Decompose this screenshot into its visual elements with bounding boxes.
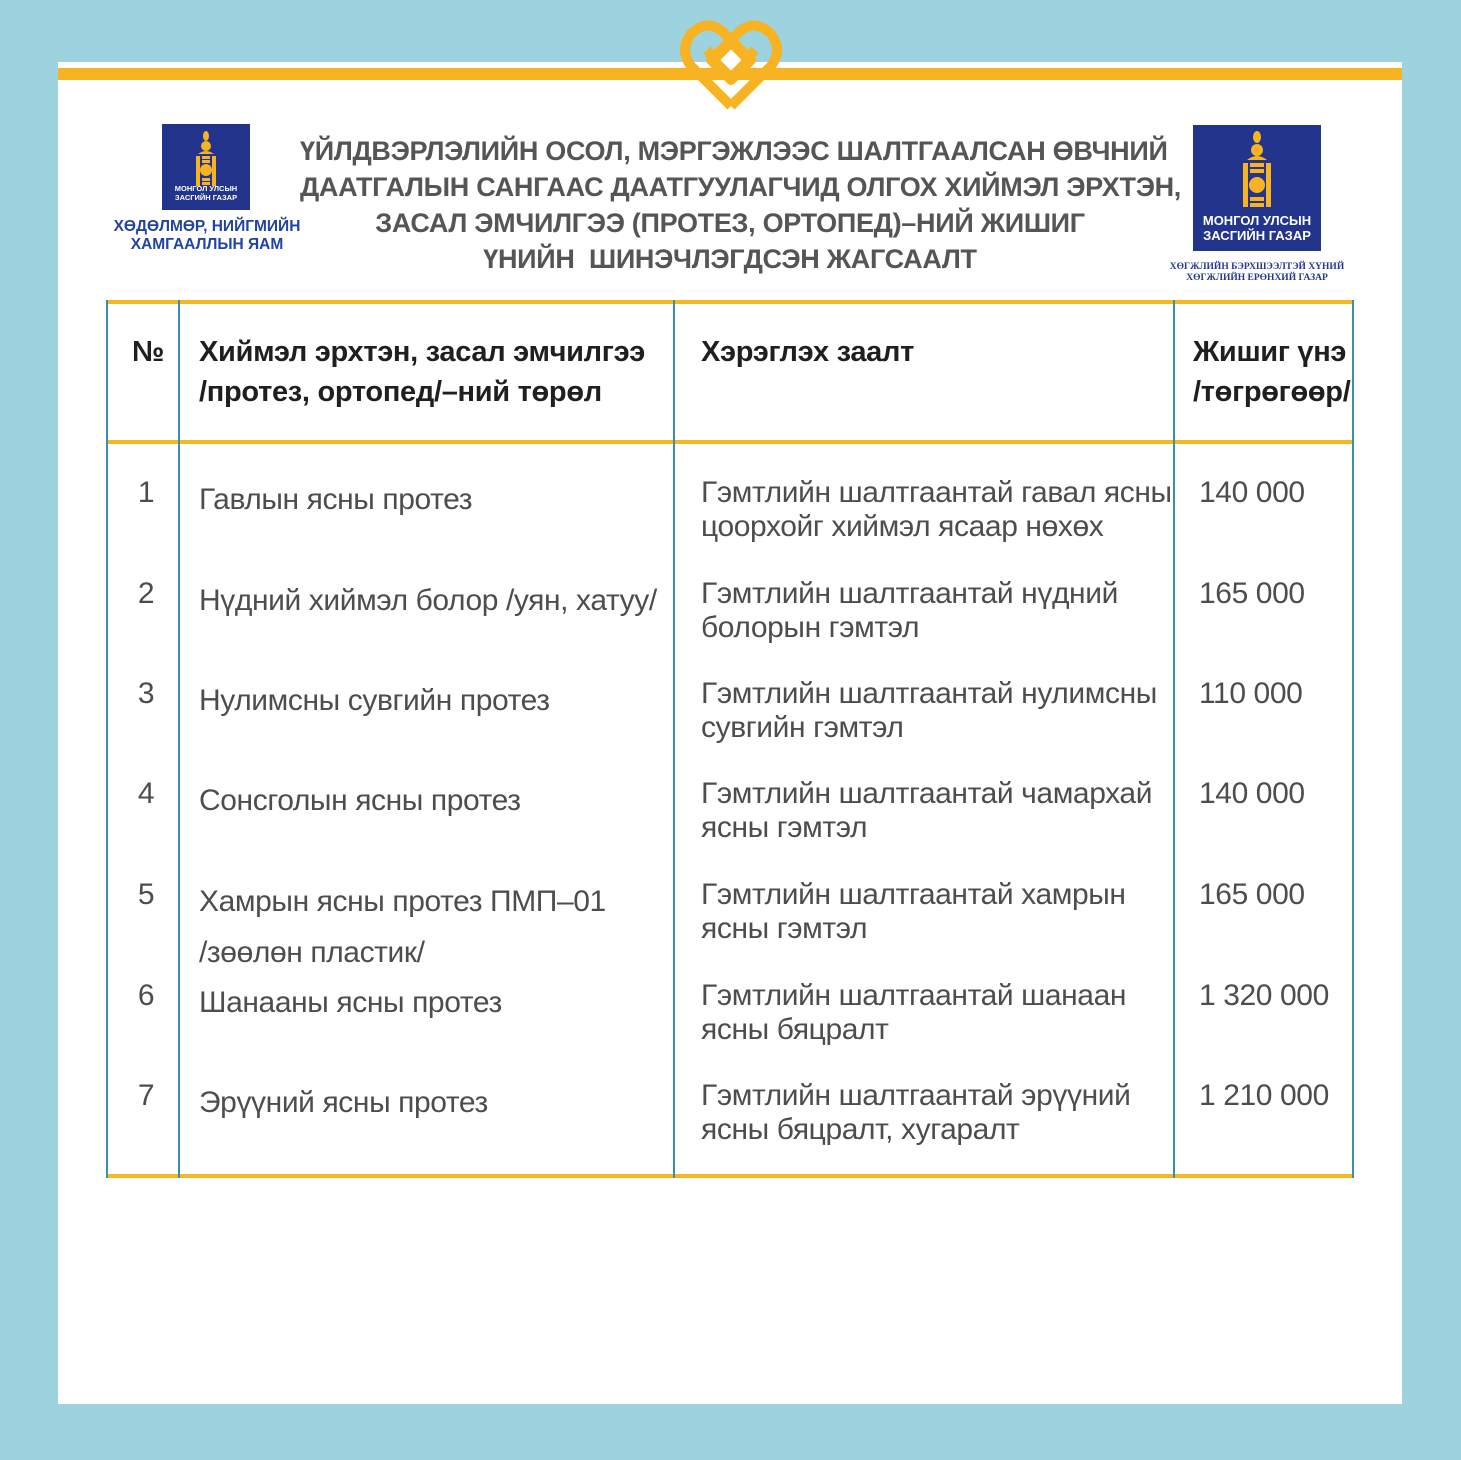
row-indication-line: Гэмтлийн шалтгаантай чамархай [701, 777, 1153, 810]
row-indication-line: цоорхойг хиймэл ясаар нөхөх [701, 510, 1104, 543]
row-indication-line: Гэмтлийн шалтгаантай нулимсны [701, 677, 1157, 710]
row-indication [701, 878, 1126, 946]
row-type [199, 675, 550, 726]
title-line-2: ДААТГАЛЫН САНГААС ДААТГУУЛАГЧИД ОЛГОХ ХИЙМЭЛ ЭРХТЭН, [300, 172, 1182, 202]
row-price: 110 000 [1199, 677, 1303, 710]
header-type-line-2: /протез, ортопед/–ний төрөл [199, 376, 602, 408]
right-logo-line-1: МОНГОЛ УЛСЫН [1202, 213, 1312, 228]
row-indication-line: ясны бяцралт, хугаралт [701, 1113, 1020, 1146]
header-type [199, 332, 645, 412]
row-type [199, 876, 606, 978]
row-indication-line: Гэмтлийн шалтгаантай хамрын [701, 878, 1126, 911]
row-number: 5 [137, 878, 155, 911]
row-type-line: Сонсголын ясны протез [199, 784, 521, 817]
ministry-name-line-2: ХАМГААЛЛЫН ЯАМ [130, 236, 284, 253]
row-price: 1 320 000 [1199, 979, 1329, 1012]
row-indication [701, 1079, 1130, 1147]
row-price: 1 210 000 [1199, 1079, 1329, 1112]
row-type [199, 474, 472, 525]
table-col-rule [1173, 300, 1175, 1178]
agency-name-line-2: ХӨГЖЛИЙН ЕРӨНХИЙ ГАЗАР [1186, 273, 1328, 283]
row-indication [701, 677, 1157, 745]
header-price [1193, 332, 1350, 412]
row-price: 165 000 [1199, 577, 1305, 610]
ministry-name [100, 218, 314, 254]
row-type-line: Шанааны ясны протез [199, 986, 502, 1019]
government-emblem-right [1193, 125, 1321, 251]
row-price: 165 000 [1199, 878, 1305, 911]
table-col-rule [673, 300, 675, 1178]
row-type [199, 977, 502, 1028]
row-indication-line: ясны бяцралт [701, 1013, 889, 1046]
page-title [300, 133, 1182, 277]
table-header-rule [106, 440, 1354, 444]
header-price-line-2: /төгрөгөөр/ [1193, 376, 1351, 408]
table-bottom-rule [106, 1174, 1354, 1178]
table-col-rule [106, 300, 108, 1178]
row-type-line: Эрүүний ясны протез [199, 1086, 488, 1119]
row-number: 3 [137, 677, 155, 710]
table-col-rule [1352, 300, 1354, 1178]
row-type [199, 775, 521, 826]
endless-knot-icon [677, 10, 785, 116]
header-price-line-1: Жишиг үнэ [1193, 336, 1347, 368]
row-number: 2 [137, 577, 155, 610]
table-top-rule [106, 300, 1354, 304]
row-indication-line: Гэмтлийн шалтгаантай гавал ясны [701, 476, 1172, 509]
row-indication-line: Гэмтлийн шалтгаантай эрүүний [701, 1079, 1131, 1112]
row-number: 7 [137, 1079, 155, 1112]
table-col-rule [178, 300, 180, 1178]
title-line-1: ҮЙЛДВЭРЛЭЛИЙН ОСОЛ, МЭРГЭЖЛЭЭС ШАЛТГААЛСАН ӨВЧНИЙ [300, 136, 1168, 166]
row-type-line: /зөөлөн пластик/ [199, 936, 425, 969]
row-type-line: Гавлын ясны протез [199, 483, 473, 516]
right-logo-line-2: ЗАСГИЙН ГАЗАР [1203, 228, 1311, 243]
row-number: 4 [137, 777, 155, 810]
row-type [199, 1077, 488, 1128]
header-type-line-1: Хиймэл эрхтэн, засал эмчилгээ [199, 336, 645, 368]
row-type-line: Нүдний хиймэл болор /уян, хатуу/ [199, 584, 657, 617]
header-number: № [132, 336, 165, 368]
row-number: 1 [137, 476, 155, 509]
header-indication: Хэрэглэх заалт [701, 336, 915, 368]
row-type [199, 575, 657, 626]
row-indication [701, 777, 1152, 845]
row-number: 6 [137, 979, 155, 1012]
row-indication [701, 577, 1118, 645]
row-indication-line: ясны гэмтэл [701, 811, 868, 844]
row-indication-line: ясны гэмтэл [701, 912, 868, 945]
row-indication-line: Гэмтлийн шалтгаантай шанаан [701, 979, 1127, 1012]
row-indication-line: болорын гэмтэл [701, 611, 920, 644]
row-price: 140 000 [1199, 476, 1305, 509]
title-line-3: ЗАСАЛ ЭМЧИЛГЭЭ (ПРОТЕЗ, ОРТОПЕД)–НИЙ ЖИШИГ [375, 208, 1085, 238]
row-indication-line: сувгийн гэмтэл [701, 711, 904, 744]
title-line-4: ҮНИЙН ШИНЭЧЛЭГДСЭН ЖАГСААЛТ [483, 244, 977, 274]
agency-name-line-1: ХӨГЖЛИЙН БЭРХШЭЭЛТЭЙ ХҮНИЙ [1169, 262, 1345, 272]
row-type-line: Нулимсны сувгийн протез [199, 684, 550, 717]
left-logo-line-2: ЗАСГИЙН ГАЗАР [174, 193, 238, 202]
row-indication [701, 476, 1172, 544]
row-indication [701, 979, 1126, 1047]
ministry-name-line-1: ХӨДӨЛМӨР, НИЙГМИЙН [113, 218, 301, 235]
left-logo-line-1: МОНГОЛ УЛСЫН [174, 184, 238, 193]
row-indication-line: Гэмтлийн шалтгаантай нүдний [701, 577, 1118, 610]
agency-name [1150, 262, 1364, 284]
government-emblem-left [162, 124, 250, 210]
row-type-line: Хамрын ясны протез ПМП–01 [199, 885, 606, 918]
row-price: 140 000 [1199, 777, 1305, 810]
